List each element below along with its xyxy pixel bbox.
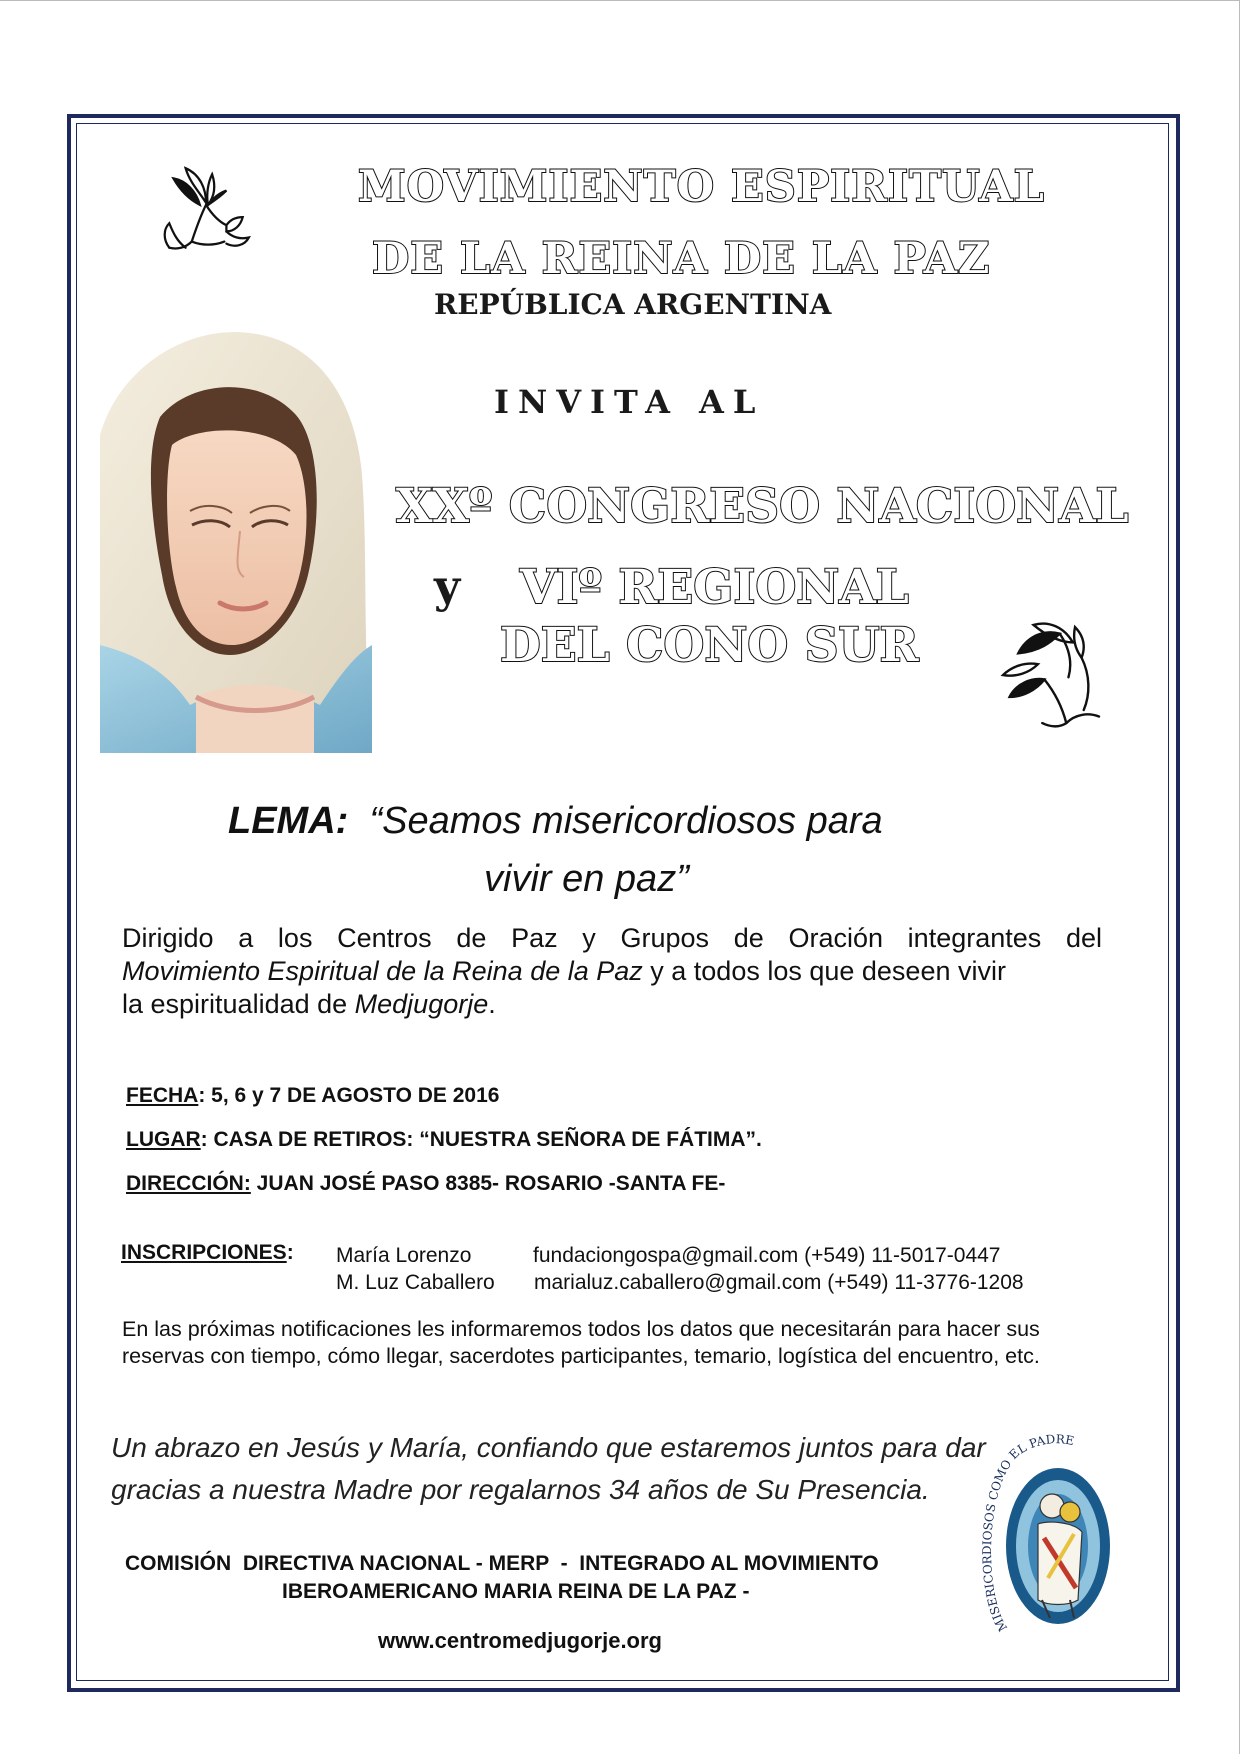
lugar-value: : CASA DE RETIROS: “NUESTRA SEÑORA DE FÁTIMA”. (200, 1128, 762, 1151)
lily-flower-icon (155, 160, 257, 262)
intro-line-3-a: la espiritualidad de (122, 989, 355, 1019)
direccion-row (126, 1172, 725, 1196)
inscripciones-colon: : (286, 1241, 294, 1264)
intro-line-1: Dirigido a los Centros de Paz y Grupos de Oración integrantes del (122, 923, 1102, 953)
conjunction-y: y (434, 560, 461, 613)
lema-label: LEMA: (228, 800, 349, 842)
regional-title: VIº REGIONAL (520, 560, 909, 615)
footer-line-1: COMISIÓN DIRECTIVA NACIONAL - MERP - INTEGRADO AL MOVIMIENTO (125, 1552, 879, 1575)
direccion-label: DIRECCIÓN: (126, 1172, 251, 1195)
contact-name: María Lorenzo (336, 1244, 472, 1267)
direccion-value: JUAN JOSÉ PASO 8385- ROSARIO -SANTA FE- (250, 1172, 726, 1195)
fecha-value: : 5, 6 y 7 DE AGOSTO DE 2016 (198, 1084, 500, 1107)
lugar-label: LUGAR (126, 1128, 201, 1151)
intro-line-2-rest: y a todos los que deseen vivir (642, 956, 1006, 986)
intro-paragraph (122, 922, 1102, 1021)
jubilee-of-mercy-logo (978, 1428, 1126, 1652)
lema-text-2: vivir en paz” (484, 858, 689, 900)
lema-line-1 (228, 800, 883, 843)
closing-line-1: Un abrazo en Jesús y María, confiando que estaremos juntos para dar (111, 1432, 986, 1463)
virgin-mary-portrait (100, 325, 372, 753)
intro-line-2 (122, 955, 1102, 988)
lugar-row (126, 1128, 762, 1152)
intro-line-3-b: . (488, 989, 496, 1019)
movement-name: Movimiento Espiritual de la Reina de la Paz (122, 956, 643, 986)
lema-text-1: “Seamos misericordiosos para (369, 800, 883, 842)
lily-flower-icon (995, 614, 1107, 734)
contact-email-phone[interactable]: marialuz.caballero@gmail.com (+549) 11-3776-1208 (534, 1271, 1024, 1294)
fecha-label: FECHA (126, 1084, 199, 1107)
medjugorje-word: Medjugorje (354, 989, 489, 1019)
inscripciones-heading (121, 1241, 294, 1265)
inscripciones-label: INSCRIPCIONES (121, 1241, 287, 1264)
closing-paragraph (111, 1427, 986, 1511)
fecha-row (126, 1084, 499, 1108)
cono-sur-title: DEL CONO SUR (500, 618, 919, 673)
congress-title: XXº CONGRESO NACIONAL (396, 479, 1129, 534)
website-link[interactable]: www.centromedjugorje.org (378, 1628, 662, 1653)
invita-heading: INVITA AL (494, 383, 765, 421)
contact-email-phone[interactable]: fundaciongospa@gmail.com (+549) 11-5017-0447 (533, 1244, 1001, 1267)
notes-line-1: En las próximas notificaciones les informaremos todos los datos que necesitarán para hacer sus (122, 1317, 1040, 1341)
contact-name: M. Luz Caballero (336, 1271, 495, 1294)
notes-line-2: reservas con tiempo, cómo llegar, sacerdotes participantes, temario, logística del encuentro, etc. (122, 1344, 1040, 1368)
title-line-1: MOVIMIENTO ESPIRITUAL (358, 162, 1045, 212)
logo-text: MISERICORDIOSOS COMO EL PADRE (980, 1432, 1076, 1634)
intro-line-3 (122, 988, 1102, 1021)
closing-line-2: gracias a nuestra Madre por regalarnos 34 años de Su Presencia. (111, 1474, 930, 1505)
notes-paragraph (122, 1316, 1040, 1370)
country-subtitle: REPÚBLICA ARGENTINA (434, 288, 832, 321)
title-line-2: DE LA REINA DE LA PAZ (372, 234, 991, 284)
footer-line-2: IBEROAMERICANO MARIA REINA DE LA PAZ - (282, 1580, 750, 1603)
